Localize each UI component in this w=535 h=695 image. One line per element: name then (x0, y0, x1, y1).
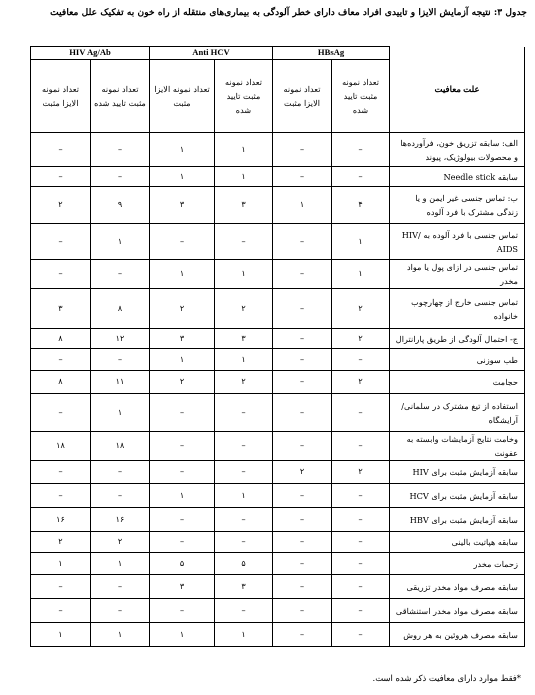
cause-cell: تماس جنسی خارج از چهارچوب خانواده (390, 289, 525, 329)
hiv-confirmed-cell: – (91, 461, 150, 484)
table-row (31, 349, 525, 371)
cause-cell: الف: سابقه تزریق خون، فرآورده‌ها و محصولات بیولوژیک، پیوند (390, 133, 525, 167)
table-caption: جدول ۳: نتیجه آزمایش الایزا و تاییدی افراد معاف دارای خطر آلودگی به بیماری‌های منتقله از راه خون به تفکیک علل معافیت (50, 7, 527, 18)
hbsag-elisa-cell: ۲ (273, 461, 332, 484)
hbsag-elisa-cell: – (273, 224, 332, 260)
anti-hcv-group-header: Anti HCV (150, 47, 273, 60)
hiv-confirmed-cell: – (91, 167, 150, 187)
hiv-confirmed-cell: ۱۱ (91, 371, 150, 394)
hbsag-elisa-cell: – (273, 371, 332, 394)
hcv-elisa-cell: – (150, 432, 215, 461)
group-header-row (31, 47, 525, 60)
hiv-confirmed-cell: – (91, 133, 150, 167)
hbsag-elisa-cell: – (273, 553, 332, 575)
hiv-confirmed-cell: – (91, 575, 150, 599)
table-row (31, 575, 525, 599)
table-row (31, 484, 525, 508)
hcv-confirmed-cell: – (215, 432, 273, 461)
hbsag-confirmed-cell: – (332, 532, 390, 553)
hiv-elisa-cell: ۱۸ (31, 432, 91, 461)
hcv-elisa-cell: ۳ (150, 575, 215, 599)
hbsag-confirmed-cell: – (332, 432, 390, 461)
cause-cell: ب: تماس جنسی غیر ایمن و یا زندگی مشترک با فرد آلوده (390, 187, 525, 224)
hiv-elisa-cell: – (31, 394, 91, 432)
hcv-elisa-cell: ۳ (150, 329, 215, 349)
hiv-elisa-cell: – (31, 461, 91, 484)
hcv-elisa-cell: – (150, 599, 215, 623)
table-row (31, 553, 525, 575)
hcv-elisa-cell: ۵ (150, 553, 215, 575)
cause-cell: سابقه آزمایش مثبت برای HCV (390, 484, 525, 508)
hcv-elisa-cell: ۱ (150, 623, 215, 647)
table-row (31, 432, 525, 461)
hcv-elisa-cell: ۳ (150, 187, 215, 224)
table-row (31, 371, 525, 394)
table-body (31, 133, 525, 647)
hcv-confirmed-cell: ۱ (215, 260, 273, 289)
hbsag-confirmed-cell: – (332, 623, 390, 647)
hiv-elisa-cell: ۲ (31, 532, 91, 553)
hcv-confirmed-cell: – (215, 599, 273, 623)
hbsag-group-header: HBsAg (273, 47, 390, 60)
cause-cell: سابقه مصرف مواد مخدر تزریقی (390, 575, 525, 599)
hcv-elisa-cell: ۱ (150, 167, 215, 187)
hiv-confirmed-cell: ۱۶ (91, 508, 150, 532)
cause-cell: زحمات مخدر (390, 553, 525, 575)
hcv-elisa-cell: – (150, 224, 215, 260)
hiv-confirmed-cell: ۲ (91, 532, 150, 553)
cause-column-header: علت معافیت (390, 47, 525, 133)
hbsag-confirmed-cell: – (332, 133, 390, 167)
cause-cell: سابقه آزمایش مثبت برای HBV (390, 508, 525, 532)
hiv-elisa-cell: ۱ (31, 553, 91, 575)
hiv-elisa-cell: ۳ (31, 289, 91, 329)
hbsag-elisa-cell: – (273, 623, 332, 647)
cause-cell: طب سوزنی (390, 349, 525, 371)
hbsag-elisa-cell: – (273, 349, 332, 371)
hiv-confirmed-cell: ۱۸ (91, 432, 150, 461)
hiv-elisa-header: تعداد نمونه الایزا مثبت (31, 60, 91, 133)
hcv-elisa-cell: ۲ (150, 289, 215, 329)
hbsag-confirmed-cell: – (332, 553, 390, 575)
hcv-confirmed-header: تعداد نمونه مثبت تایید شده (215, 60, 273, 133)
cause-cell: تماس جنسی با فرد آلوده به HIV/ AIDS (390, 224, 525, 260)
hbsag-elisa-header: تعداد نمونه الایزا مثبت (273, 60, 332, 133)
hiv-confirmed-cell: ۱ (91, 394, 150, 432)
table-row (31, 599, 525, 623)
hbsag-confirmed-cell: – (332, 167, 390, 187)
hbsag-elisa-cell: – (273, 167, 332, 187)
hbsag-confirmed-cell: – (332, 508, 390, 532)
cause-cell: حجامت (390, 371, 525, 394)
hiv-elisa-cell: – (31, 167, 91, 187)
hbsag-confirmed-header: تعداد نمونه مثبت تایید شده (332, 60, 390, 133)
cause-cell: سابقه مصرف مواد مخدر استنشاقی (390, 599, 525, 623)
hbsag-elisa-cell: – (273, 508, 332, 532)
hiv-elisa-cell: – (31, 349, 91, 371)
cause-cell: سابقه آزمایش مثبت برای HIV (390, 461, 525, 484)
exemption-results-table (30, 46, 525, 647)
hbsag-confirmed-cell: – (332, 349, 390, 371)
hcv-confirmed-cell: – (215, 532, 273, 553)
hbsag-elisa-cell: – (273, 133, 332, 167)
hbsag-elisa-cell: – (273, 289, 332, 329)
hbsag-elisa-cell: ۱ (273, 187, 332, 224)
hiv-elisa-cell: ۸ (31, 329, 91, 349)
hcv-confirmed-cell: ۱ (215, 484, 273, 508)
hcv-confirmed-cell: ۱ (215, 133, 273, 167)
hiv-elisa-cell: – (31, 575, 91, 599)
hbsag-confirmed-cell: – (332, 599, 390, 623)
hbsag-confirmed-cell: ۱ (332, 224, 390, 260)
table-row (31, 461, 525, 484)
hiv-elisa-cell: ۲ (31, 187, 91, 224)
table-row (31, 532, 525, 553)
hbsag-elisa-cell: – (273, 484, 332, 508)
hiv-elisa-cell: ۸ (31, 371, 91, 394)
hcv-confirmed-cell: ۱ (215, 623, 273, 647)
hcv-elisa-header: تعداد نمونه الایزا مثبت (150, 60, 215, 133)
hiv-confirmed-cell: ۱ (91, 224, 150, 260)
hiv-confirmed-cell: – (91, 599, 150, 623)
hiv-confirmed-cell: ۱ (91, 623, 150, 647)
hcv-confirmed-cell: ۳ (215, 329, 273, 349)
hcv-confirmed-cell: ۲ (215, 289, 273, 329)
hbsag-elisa-cell: – (273, 599, 332, 623)
table-row (31, 623, 525, 647)
hcv-elisa-cell: ۱ (150, 349, 215, 371)
hcv-confirmed-cell: ۱ (215, 349, 273, 371)
hbsag-elisa-cell: – (273, 575, 332, 599)
hbsag-confirmed-cell: ۴ (332, 187, 390, 224)
hcv-confirmed-cell: ۵ (215, 553, 273, 575)
hcv-elisa-cell: – (150, 461, 215, 484)
hbsag-elisa-cell: – (273, 260, 332, 289)
hcv-confirmed-cell: ۳ (215, 187, 273, 224)
hbsag-confirmed-cell: ۲ (332, 329, 390, 349)
hbsag-elisa-cell: – (273, 532, 332, 553)
hcv-confirmed-cell: ۲ (215, 371, 273, 394)
hiv-confirmed-cell: – (91, 260, 150, 289)
hcv-elisa-cell: – (150, 508, 215, 532)
hbsag-elisa-cell: – (273, 394, 332, 432)
table-row (31, 167, 525, 187)
table-row (31, 260, 525, 289)
hiv-elisa-cell: – (31, 224, 91, 260)
hcv-elisa-cell: ۱ (150, 133, 215, 167)
hiv-group-header: HIV Ag/Ab (31, 47, 150, 60)
table-row (31, 187, 525, 224)
hcv-elisa-cell: ۱ (150, 484, 215, 508)
hiv-confirmed-cell: – (91, 349, 150, 371)
cause-cell: سابقه مصرف هروئین به هر روش (390, 623, 525, 647)
cause-cell: سابقه Needle stick (390, 167, 525, 187)
table-row (31, 394, 525, 432)
cause-cell: تماس جنسی در ازای پول یا مواد مخدر (390, 260, 525, 289)
hiv-confirmed-cell: ۹ (91, 187, 150, 224)
hbsag-elisa-cell: – (273, 329, 332, 349)
table-row (31, 508, 525, 532)
hiv-elisa-cell: – (31, 599, 91, 623)
hcv-confirmed-cell: – (215, 224, 273, 260)
hiv-confirmed-header: تعداد نمونه مثبت تایید شده (91, 60, 150, 133)
hcv-elisa-cell: ۲ (150, 371, 215, 394)
cause-cell: سابقه هپاتیت بالینی (390, 532, 525, 553)
hbsag-confirmed-cell: ۲ (332, 371, 390, 394)
hcv-elisa-cell: – (150, 532, 215, 553)
hcv-elisa-cell: ۱ (150, 260, 215, 289)
hiv-elisa-cell: ۱ (31, 623, 91, 647)
cause-cell: استفاده از تیغ مشترک در سلمانی/ آرایشگاه (390, 394, 525, 432)
hcv-confirmed-cell: – (215, 508, 273, 532)
hiv-elisa-cell: ۱۶ (31, 508, 91, 532)
hcv-confirmed-cell: – (215, 394, 273, 432)
hiv-elisa-cell: – (31, 484, 91, 508)
hcv-confirmed-cell: – (215, 461, 273, 484)
table-row (31, 224, 525, 260)
hbsag-confirmed-cell: ۲ (332, 289, 390, 329)
hbsag-confirmed-cell: – (332, 484, 390, 508)
table-row (31, 133, 525, 167)
hcv-elisa-cell: – (150, 394, 215, 432)
hcv-confirmed-cell: ۱ (215, 167, 273, 187)
hbsag-confirmed-cell: ۲ (332, 461, 390, 484)
hiv-elisa-cell: – (31, 133, 91, 167)
hiv-confirmed-cell: ۸ (91, 289, 150, 329)
table-row (31, 329, 525, 349)
hcv-confirmed-cell: ۳ (215, 575, 273, 599)
hbsag-elisa-cell: – (273, 432, 332, 461)
hiv-confirmed-cell: – (91, 484, 150, 508)
hiv-confirmed-cell: ۱ (91, 553, 150, 575)
hbsag-confirmed-cell: – (332, 575, 390, 599)
hbsag-confirmed-cell: ۱ (332, 260, 390, 289)
cause-cell: ج- احتمال آلودگی از طریق پارانترال (390, 329, 525, 349)
hiv-elisa-cell: – (31, 260, 91, 289)
table-row (31, 289, 525, 329)
hiv-confirmed-cell: ۱۲ (91, 329, 150, 349)
hbsag-confirmed-cell: – (332, 394, 390, 432)
cause-cell: وخامت نتایج آزمایشات وابسته به عفونت (390, 432, 525, 461)
table-footnote: *فقط موارد دارای معافیت ذکر شده است. (372, 673, 521, 683)
